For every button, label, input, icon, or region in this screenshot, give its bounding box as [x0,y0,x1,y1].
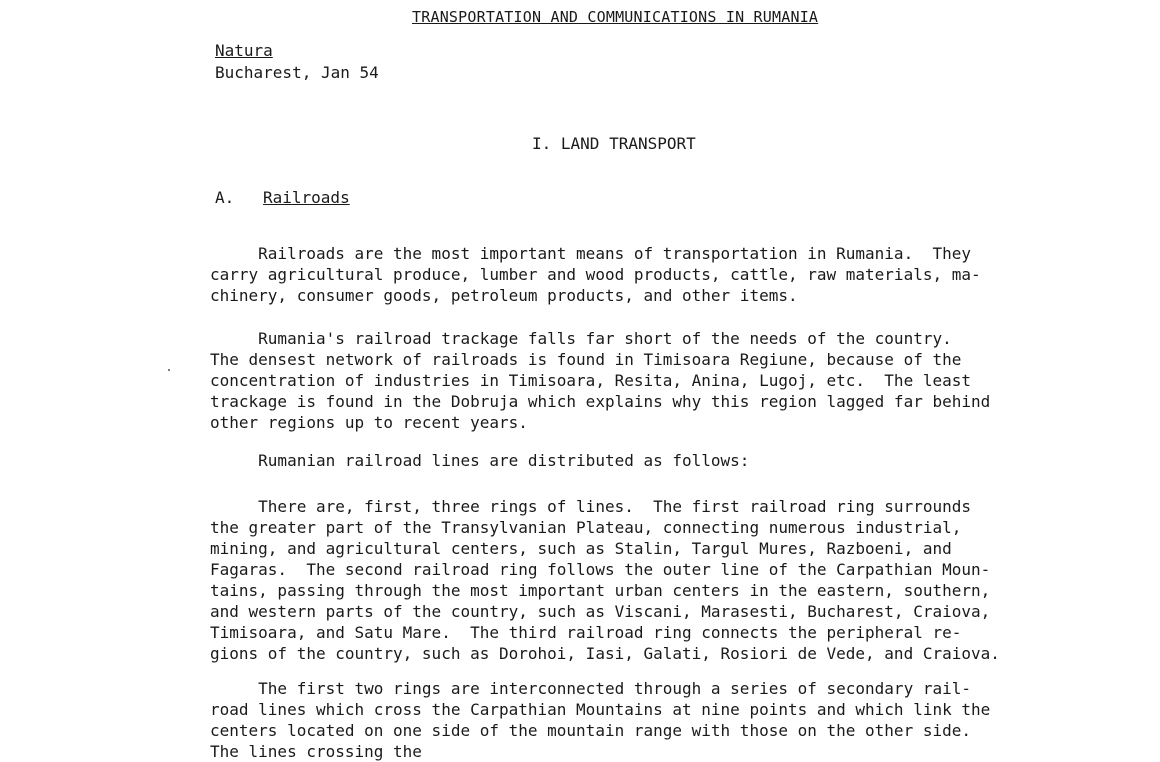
paragraph [210,496,1060,664]
source-block [215,40,379,84]
paragraph [210,450,1060,471]
text-line: The first two rings are interconnected through a series of secondary rail- [210,679,971,698]
text-line: Rumania's railroad trackage falls far short of the needs of the country. [210,329,952,348]
text-line: and western parts of the country, such as Viscani, Marasesti, Bucharest, Craiova, [210,602,991,621]
text-line: centers located on one side of the mountain range with those on the other side. [210,721,971,740]
text-line: Railroads are the most important means of transportation in Rumania. They [210,244,971,263]
text-line: Timisoara, and Satu Mare. The third railroad ring connects the peripheral re- [210,623,962,642]
source-place-date: Bucharest, Jan 54 [215,63,379,82]
text-line: Rumanian railroad lines are distributed as follows: [210,451,750,470]
text-line: road lines which cross the Carpathian Mountains at nine points and which link the [210,700,991,719]
subsection-heading [215,188,350,207]
paragraph [210,328,1060,433]
source-name: Natura [215,41,273,60]
text-line: trackage is found in the Dobruja which explains why this region lagged far behind [210,392,991,411]
text-line: Fagaras. The second railroad ring follows the outer line of the Carpathian Moun- [210,560,991,579]
section-heading: I. LAND TRANSPORT [532,134,696,153]
paragraph [210,243,1060,306]
text-line: the greater part of the Transylvanian Plateau, connecting numerous industrial, [210,518,962,537]
text-line: tains, passing through the most important urban centers in the eastern, southern, [210,581,991,600]
subsection-letter: A. [215,188,235,207]
text-line: carry agricultural produce, lumber and wood products, cattle, raw materials, ma- [210,265,981,284]
subsection-title: Railroads [263,188,350,207]
text-line: concentration of industries in Timisoara, Resita, Anina, Lugoj, etc. The least [210,371,971,390]
text-line: There are, first, three rings of lines. The first railroad ring surrounds [210,497,971,516]
text-line: mining, and agricultural centers, such as Stalin, Targul Mures, Razboeni, and [210,539,952,558]
text-line: chinery, consumer goods, petroleum products, and other items. [210,286,798,305]
text-line: The densest network of railroads is found in Timisoara Regiune, because of the [210,350,962,369]
text-line: The lines crossing the [210,742,422,761]
document-title: TRANSPORTATION AND COMMUNICATIONS IN RUMANIA [412,8,819,26]
scan-speck [168,369,170,371]
paragraph [210,678,1060,762]
text-line: gions of the country, such as Dorohoi, Iasi, Galati, Rosiori de Vede, and Craiova. [210,644,1000,663]
text-line: other regions up to recent years. [210,413,528,432]
